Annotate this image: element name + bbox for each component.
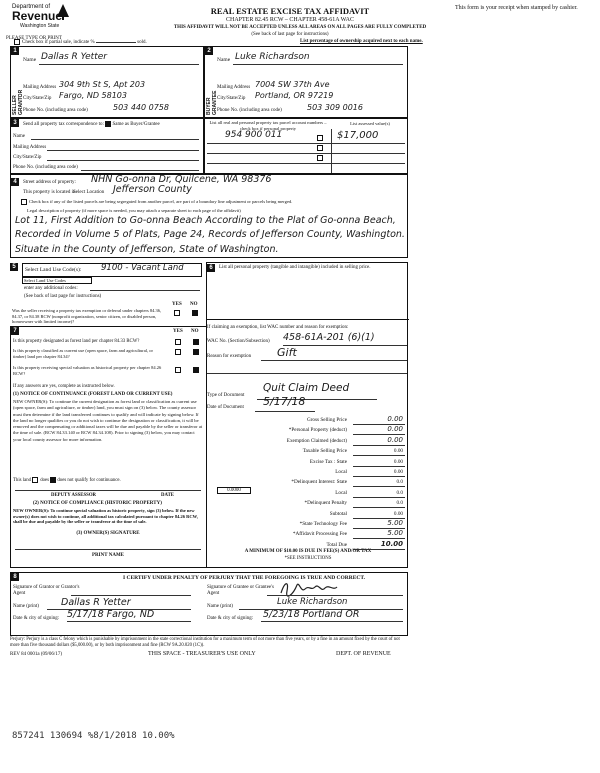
form-warning: THIS AFFIDAVIT WILL NOT BE ACCEPTED UNLESS ALL AREAS ON ALL PAGES ARE FULLY COMPLETED — [173, 25, 427, 30]
wac-label: WAC No. (Section/Subsection) — [207, 339, 270, 344]
doc-type[interactable]: Quit Claim Deed — [263, 382, 350, 394]
grantor-sig-label: Signature of Grantor or Grantor's Agent — [13, 585, 80, 596]
continuance-text: NEW OWNER(S): To continue the current designation as forest land or classification as current use (open space, farm and agriculture, or timber) land, you must sign on (3) below. The county assessor must then determine if the land transferred continues to qualify and will indicate by signing below. If the land no longer qualifies or you do not wish to continue the designation or classification, it will be removed and the compensating or additional taxes will be due and payable by the seller or transferor at the time of sale. (RCW 84.33.140 or RCW 84.34.108). Prior to signing (3) below, you may contact your local county assessor for more information. — [13, 399, 203, 442]
personal-property-checkbox-3[interactable] — [317, 155, 323, 161]
owner-signature-label: (3) OWNER(S) SIGNATURE — [76, 531, 140, 536]
tax-row-label: Local — [335, 469, 347, 475]
certification-section — [10, 572, 408, 636]
this-land-label: This land — [13, 478, 31, 484]
grantor-date-city[interactable]: 5/17/18 Fargo, ND — [67, 609, 155, 620]
does-label: does — [40, 478, 49, 484]
corr-city-label: City/State/Zip — [13, 155, 42, 160]
tax-row-value[interactable]: 0.00 — [393, 458, 403, 465]
buyer-city[interactable]: Portland, OR 97219 — [255, 91, 334, 100]
grantor-print-name[interactable]: Dallas R Yetter — [61, 597, 131, 608]
grantee-print-name[interactable]: Luke Richardson — [277, 597, 348, 607]
assessed-value[interactable]: $17,000 — [337, 130, 379, 141]
doc-date-label: Date of Document — [207, 405, 244, 410]
send-correspondence-row — [23, 121, 160, 127]
corr-name-label: Name — [13, 134, 25, 139]
tax-row-value[interactable]: 5.00 — [387, 519, 403, 527]
exemption-prompt: If claiming an exemption, list WAC number and reason for exemption: — [207, 325, 349, 330]
tax-row-label: Local — [335, 489, 347, 496]
wac-number[interactable]: 458-61A-201 (6)(1) — [283, 332, 375, 343]
street-label: Street address of property: — [23, 180, 76, 185]
boundary-checkbox[interactable] — [21, 199, 27, 205]
grantor-name-label: Name (print) — [13, 604, 39, 609]
receipt-note: This form is your receipt when stamped by cashier. — [455, 5, 578, 11]
sold-label: sold. — [137, 40, 147, 46]
legal-line-2[interactable]: Recorded in Volume 5 of Plats, Page 24, Records of Jefferson County, Washington. — [15, 229, 405, 240]
grantor-date-label: Date & city of signing: — [13, 616, 60, 621]
location-select[interactable]: Select Location — [73, 190, 105, 195]
doc-date[interactable]: 5/17/18 — [263, 395, 306, 408]
section-number-8: 8 — [11, 573, 19, 581]
designation-section — [10, 326, 206, 568]
land-use-label: Select Land Use Code(s): — [25, 267, 82, 273]
continuance-title: (1) NOTICE OF CONTINUANCE (FOREST LAND OR CURRENT USE) — [13, 392, 173, 397]
section-number-3: 3 — [11, 119, 19, 127]
tax-row-value[interactable]: 0.0 — [396, 500, 403, 507]
minimum-note: A MINIMUM OF $10.00 IS DUE IN FEE(S) AND/OR TAX — [244, 549, 372, 554]
tax-row-label: Subtotal — [329, 510, 347, 517]
q4-no-checkbox[interactable] — [193, 367, 199, 373]
seller-mailing-label: Mailing Address — [23, 85, 57, 90]
additional-codes-label: enter any additional codes: — [24, 286, 78, 291]
tax-row-value[interactable]: 0.00 — [393, 469, 403, 475]
assessed-header: List assessed value(s) — [350, 121, 390, 126]
q2-text: Is this property designated as forest land per chapter 84.33 RCW? — [13, 339, 140, 344]
located-label: This property is located in — [23, 190, 76, 195]
seller-section — [10, 46, 204, 118]
tax-row-value[interactable]: 0.00 — [393, 448, 403, 455]
reason-label: Reason for exemption — [207, 354, 252, 359]
tax-row-label: *Delinquent Penalty — [304, 500, 347, 507]
q4-yes-checkbox[interactable] — [175, 367, 181, 373]
grantee-date-city[interactable]: 5/23/18 Portland OR — [263, 609, 360, 620]
certify-text: I CERTIFY UNDER PENALTY OF PERJURY THAT THE FOREGOING IS TRUE AND CORRECT. — [123, 575, 366, 581]
legal-label: Legal description of property (if more space is needed, you may attach a separate sheet to each page of the affidavit) — [27, 208, 241, 213]
seller-vertical-label: SELLER GRANTOR — [12, 89, 24, 115]
buyer-phone-label: Phone No. (including area code) — [217, 108, 282, 113]
personal-property-checkbox-2[interactable] — [317, 145, 323, 151]
form-see-back: (See back of last page for instructions) — [251, 32, 329, 37]
seller-phone[interactable]: 503 440 0758 — [113, 103, 169, 112]
buyer-name-label: Name — [217, 57, 231, 63]
tax-row-value[interactable]: 5.00 — [387, 529, 403, 538]
q1-yes-header: YES — [172, 302, 182, 307]
boundary-row — [21, 199, 292, 205]
tax-row-value[interactable]: 0.00 — [387, 435, 403, 444]
yes-header: YES — [173, 329, 183, 334]
legal-line-1[interactable]: Lot 11, First Addition to Go-onna Beach According to the Plat of Go-onna Beach, — [15, 215, 396, 226]
q1-yes-checkbox[interactable] — [174, 310, 180, 316]
parcel-header: List all real and personal property tax parcel account numbers – check box if personal property — [209, 120, 327, 131]
parcel-section — [204, 118, 408, 174]
parcel-number[interactable]: 954 900 011 — [225, 130, 283, 140]
legal-line-3[interactable]: Situate in the County of Jefferson, State of Washington. — [15, 244, 279, 255]
q4-text: Is this property receiving special valuation as historical property per chapter 84.26 RCW? — [13, 365, 162, 376]
tax-row-value[interactable]: 0.0 — [396, 489, 403, 496]
partial-sale-row — [14, 39, 147, 45]
personal-property-label: List all personal property (tangible and intangible) included in selling price. — [219, 265, 371, 270]
exemption-reason[interactable]: Gift — [277, 346, 297, 359]
deputy-assessor-label: DEPUTY ASSESSOR — [51, 493, 97, 498]
no-header: NO — [191, 329, 199, 334]
section-number-2: 2 — [205, 47, 213, 55]
buyer-mailing-label: Mailing Address — [217, 85, 251, 90]
tax-row-value[interactable]: 0.0 — [396, 479, 403, 486]
historic-text: NEW OWNER(S): To continue special valuation as historic property, sign (3) below. If the new owner(s) does not wish to continue, all additional tax calculated pursuant to chapter 84.26 RCW, shall be due and payable by the seller or transferor at the time of sale. — [13, 508, 198, 524]
q2-yes-checkbox[interactable] — [175, 339, 181, 345]
land-use-box[interactable] — [22, 263, 202, 277]
local-rate[interactable]: 0.0000 — [217, 487, 251, 494]
tax-row-label: *Personal Property (deduct) — [288, 427, 347, 434]
qualify-row — [13, 477, 121, 483]
tax-row-label: Exemption Claimed (deduct) — [286, 437, 347, 444]
buyer-name[interactable]: Luke Richardson — [235, 52, 310, 62]
tax-row-label: Taxable Selling Price — [302, 448, 347, 455]
buyer-vertical-label: BUYER GRANTEE — [206, 90, 218, 115]
tax-row-value[interactable]: 0.00 — [393, 510, 403, 517]
form-title: REAL ESTATE EXCISE TAX AFFIDAVIT — [210, 6, 370, 16]
logo-revenue-text: Revenue — [12, 9, 63, 23]
q2-no-checkbox[interactable] — [193, 339, 199, 345]
grantee-signature-icon — [279, 579, 339, 599]
receipt-stamp: 857241 130694 %8/1/2018 10.00% — [12, 731, 175, 741]
send-correspondence-label: Send all property tax correspondence to: — [23, 122, 104, 128]
located-county[interactable]: Jefferson County — [113, 184, 192, 195]
partial-sale-checkbox[interactable] — [14, 39, 20, 45]
tax-row-label: *State Technology Fee — [299, 521, 347, 527]
qualify-label: qualify for continuance. — [74, 478, 121, 484]
form-subtitle: CHAPTER 82.45 RCW – CHAPTER 458-61A WAC — [226, 17, 354, 23]
q3-yes-checkbox[interactable] — [175, 349, 181, 355]
does-not-label: does not — [57, 478, 74, 484]
buyer-mailing[interactable]: 7004 SW 37th Ave — [255, 80, 330, 89]
tax-row-label: Gross Selling Price — [306, 417, 347, 423]
land-use-select[interactable]: Select Land Use Codes — [22, 277, 92, 284]
historic-title: (2) NOTICE OF COMPLIANCE (HISTORIC PROPERTY) — [33, 501, 162, 506]
buyer-city-label: City/State/Zip — [217, 96, 246, 101]
street-address[interactable]: NHN Go-onna Dr, Quilcene, WA 98376 — [91, 174, 272, 185]
section-number-1: 1 — [11, 47, 19, 55]
same-as-buyer-checkbox[interactable] — [105, 121, 111, 127]
section-number-4: 4 — [11, 178, 19, 186]
buyer-phone[interactable]: 503 309 0016 — [307, 103, 363, 112]
ownership-pct-note: List percentage of ownership acquired next to each name. — [300, 39, 423, 44]
tax-row-label: Excise Tax : State — [309, 458, 347, 465]
q-any-text: If any answers are yes, complete as instructed below. — [13, 384, 115, 389]
same-as-buyer-label: Same as Buyer/Grantee — [112, 122, 160, 128]
tax-row-value[interactable]: 0.00 — [387, 415, 403, 423]
boundary-note: Check box if any of the listed parcels are being segregated from another parcel, are part of a boundary line adjustment or parcels being merged. — [29, 199, 293, 205]
doc-type-label: Type of Document — [207, 393, 245, 398]
exemption-section — [206, 262, 408, 568]
perjury-text: Perjury: Perjury is a class C felony which is punishable by imprisonment in the state correctional institution for a maximum term of not more than five years, or by a fine in an amount fixed by the court of not more than five thousand dollars ($5,000.00), or by both imprisonment and fine (RCW 9A.20.020 (1C)). — [10, 637, 400, 648]
section-number-5: 5 — [10, 263, 18, 271]
does-checkbox[interactable] — [32, 477, 38, 483]
q1-no-header: NO — [190, 302, 198, 307]
grantee-sig-label: Signature of Grantee or Grantee's Agent — [207, 585, 274, 596]
q3-text: Is this property classified as current use (open space, farm and agricultural, or timber) land per chapter 84.34? — [13, 348, 153, 359]
tax-row-value[interactable]: 10.00 — [380, 539, 403, 548]
tax-row-label: Total Due — [326, 541, 347, 548]
buyer-section — [204, 46, 408, 118]
q1-no-checkbox[interactable] — [192, 310, 198, 316]
tax-correspondence-section — [10, 118, 204, 174]
logo-dept-text: Department of — [12, 4, 51, 10]
seller-city-label: City/State/Zip — [23, 96, 52, 101]
tax-row-label: *Affidavit Processing Fee — [292, 531, 347, 538]
corr-phone-label: Phone No. (including area code) — [13, 165, 78, 170]
grantee-name-label: Name (print) — [207, 604, 233, 609]
footer-dept: DEPT. OF REVENUE — [336, 651, 391, 657]
seller-city[interactable]: Fargo, ND 58103 — [59, 91, 127, 100]
grantee-date-label: Date & city of signing: — [207, 616, 254, 621]
q1-text: Was the seller receiving a property tax exemption or deferral under chapters 84.36, 84.37, or 84.38 RCW (nonprofit organization, senior citizen, or disabled person, homeowner with limited income)? — [12, 308, 162, 325]
footer-rev: REV 84 0001a (09/06/17) — [10, 652, 62, 657]
see-instructions: *SEE INSTRUCTIONS — [284, 556, 332, 561]
personal-property-checkbox-1[interactable] — [317, 135, 323, 141]
tax-row-label: *Delinquent Interest: State — [291, 479, 347, 486]
seller-name-label: Name — [23, 57, 37, 63]
tax-row-value[interactable]: 0.00 — [387, 425, 403, 434]
partial-sale-label: Check box if partial sale, indicate % — [22, 40, 95, 46]
q3-no-checkbox[interactable] — [193, 349, 199, 355]
footer-treasurer: THIS SPACE - TREASURER'S USE ONLY — [148, 651, 256, 657]
seller-mailing[interactable]: 304 9th St S, Apt 203 — [59, 80, 146, 89]
deputy-date-label: DATE — [161, 493, 174, 498]
please-type-print: PLEASE TYPE OR PRINT — [6, 36, 62, 41]
logo-state-text: Washington State — [20, 23, 60, 29]
seller-name[interactable]: Dallas R Yetter — [41, 52, 107, 62]
land-use-see-back: (See back of last page for instructions) — [24, 294, 102, 299]
section-number-6: 6 — [207, 264, 215, 272]
seller-phone-label: Phone No. (including area code) — [23, 108, 88, 113]
print-name-label: PRINT NAME — [92, 553, 124, 558]
land-use-code[interactable]: 9100 - Vacant Land — [101, 263, 184, 273]
corr-mailing-label: Mailing Address — [13, 145, 47, 150]
section-number-7: 7 — [11, 327, 19, 335]
does-not-checkbox[interactable] — [50, 477, 56, 483]
property-section — [10, 174, 408, 258]
